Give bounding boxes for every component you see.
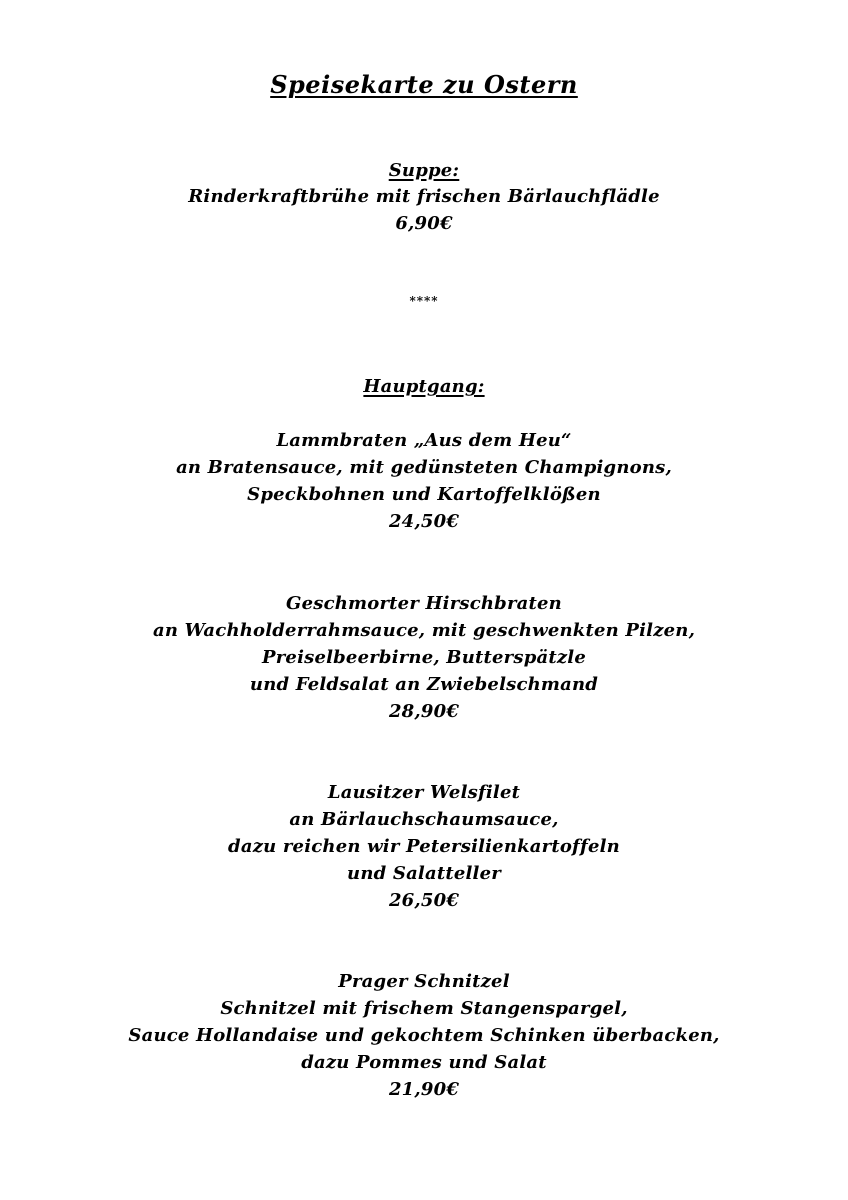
soup-name: Rinderkraftbrühe mit frischen Bärlauchflädle: [188, 186, 660, 207]
dish-2-description: Preiselbeerbirne, Butterspätzle: [262, 647, 586, 668]
dish-3-description: dazu reichen wir Petersilienkartoffeln: [228, 836, 620, 857]
soup-heading: Suppe:: [388, 160, 460, 181]
dish-2-name: Geschmorter Hirschbraten: [286, 593, 562, 614]
dish-3-description: und Salatteller: [347, 863, 501, 884]
dish-2-description: an Wachholderrahmsauce, mit geschwenkten Pilzen,: [152, 620, 696, 641]
dish-1-price: 24,50€: [388, 511, 460, 532]
dish-4-description: dazu Pommes und Salat: [301, 1052, 547, 1073]
dish-1-name: Lammbraten „Aus dem Heu“: [276, 430, 572, 451]
dish-4-description: Sauce Hollandaise und gekochtem Schinken überbacken,: [128, 1025, 720, 1046]
dish-2-description: und Feldsalat an Zwiebelschmand: [249, 674, 599, 695]
dish-4-name: Prager Schnitzel: [338, 971, 510, 992]
main-course-heading: Hauptgang:: [363, 376, 485, 397]
dish-4-price: 21,90€: [388, 1079, 460, 1100]
dish-4-description: Schnitzel mit frischem Stangenspargel,: [220, 998, 628, 1019]
dish-3-description: an Bärlauchschaumsauce,: [289, 809, 559, 830]
dish-2-price: 28,90€: [388, 701, 460, 722]
soup-price: 6,90€: [395, 213, 453, 234]
dish-1-description: Speckbohnen und Kartoffelklößen: [247, 484, 601, 505]
dish-3-price: 26,50€: [388, 890, 460, 911]
section-separator: ****: [409, 294, 439, 308]
dish-1-description: an Bratensauce, mit gedünsteten Champignons,: [176, 457, 672, 478]
page-title: Speisekarte zu Ostern: [270, 70, 578, 99]
dish-3-name: Lausitzer Welsfilet: [327, 782, 521, 803]
